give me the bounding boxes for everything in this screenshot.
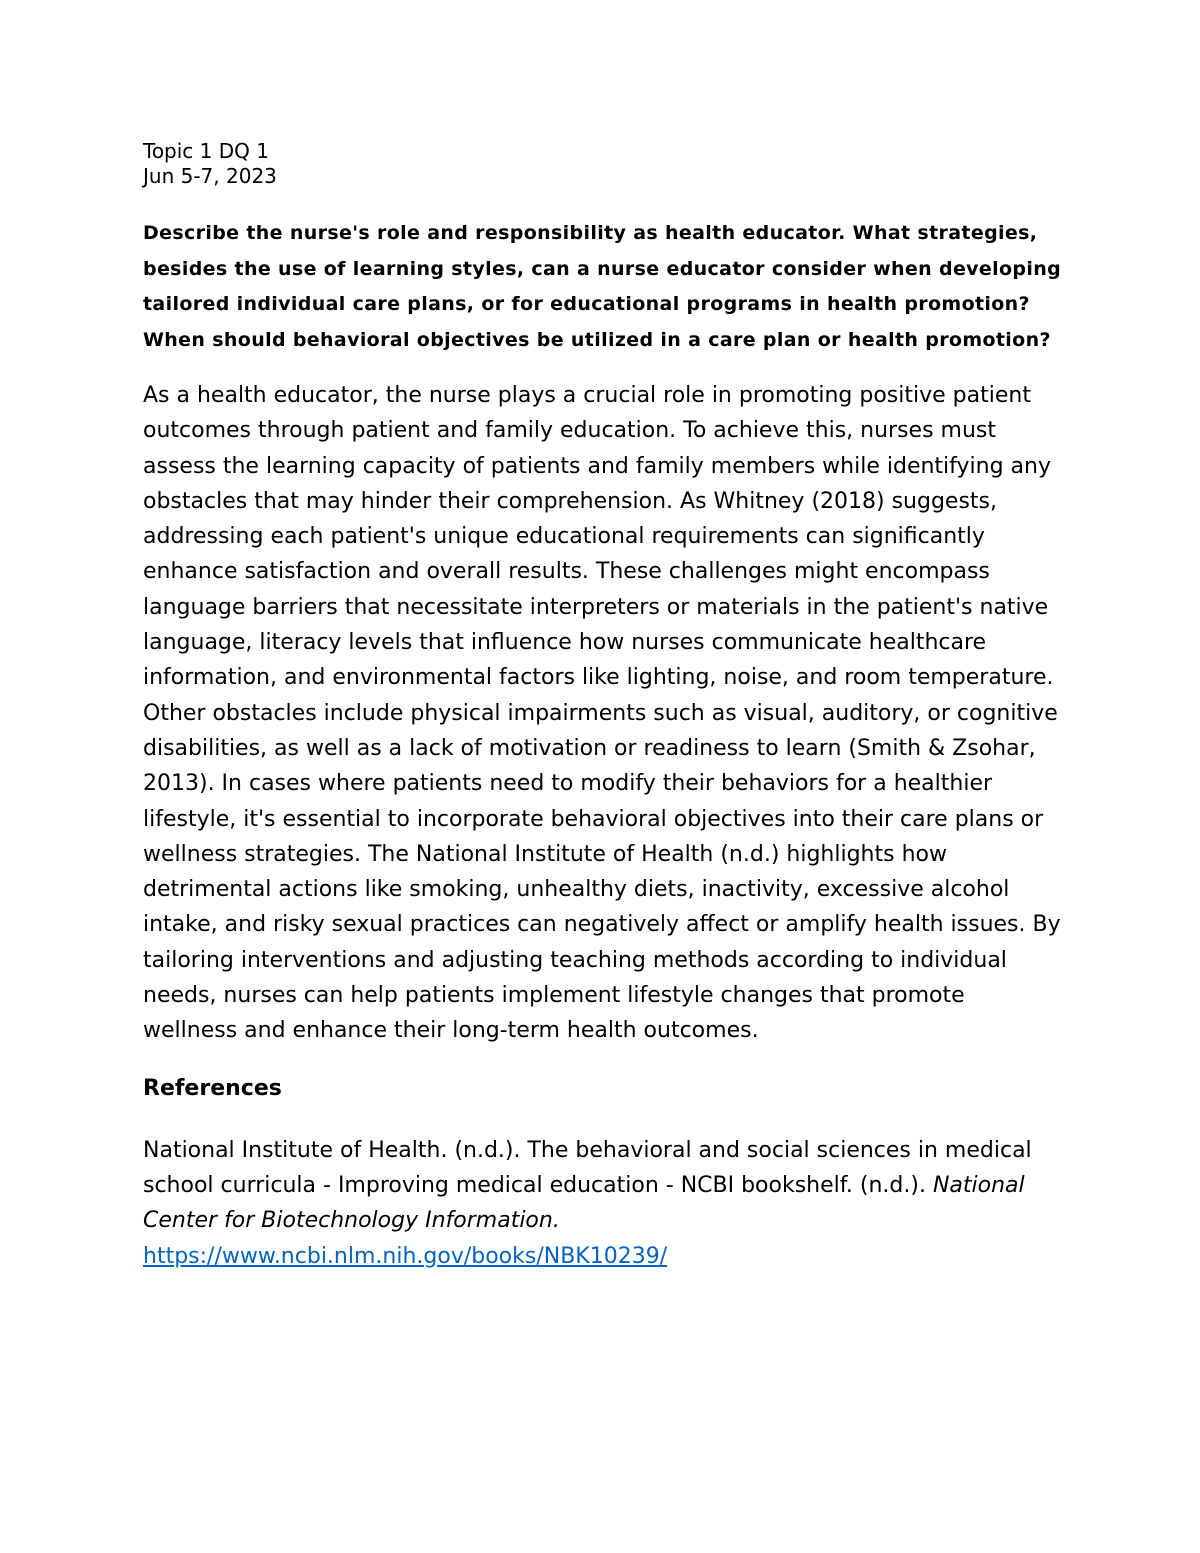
reference-entry: [143, 1133, 1063, 1274]
references-heading: References: [143, 1075, 282, 1101]
reference-text: National Institute of Health. (n.d.). The behavioral and social sciences in medical school curricula - Improving medical education - NCBI bookshelf. (n.d.).: [143, 1137, 1032, 1198]
discussion-answer: As a health educator, the nurse plays a crucial role in promoting positive patient outcomes through patient and family education. To achieve this, nurses must assess the learning capacity of patients and family members while identifying any obstacles that may hinder their comprehension. As Whitney (2018) suggests, addressing each patient's unique educational requirements can significantly enhance satisfaction and overall results. These challenges might encompass language barriers that necessitate interpreters or materials in the patient's native language, literacy levels that influence how nurses communicate healthcare information, and environmental factors like lighting, noise, and room temperature. Other obstacles include physical impairments such as visual, auditory, or cognitive disabilities, as well as a lack of motivation or readiness to learn (Smith & Zsohar, 2013). In cases where patients need to modify their behaviors for a healthier lifestyle, it's essential to incorporate behavioral objectives into their care plans or wellness strategies. The National Institute of Health (n.d.) highlights how detrimental actions like smoking, unhealthy diets, inactivity, excessive alcohol intake, and risky sexual practices can negatively affect or amplify health issues. By tailoring interventions and adjusting teaching methods according to individual needs, nurses can help patients implement lifestyle changes that promote wellness and enhance their long-term health outcomes.: [143, 383, 1061, 1044]
document-date: Jun 5-7, 2023: [143, 164, 277, 188]
discussion-prompt: Describe the nurse's role and responsibility as health educator. What strategies, besides the use of learning styles, can a nurse educator consider when developing tailored individual care plans, or for educational programs in health promotion? When should behavioral objectives be utilized in a care plan or health promotion?: [143, 222, 1062, 351]
document-page: [143, 138, 1063, 1274]
reference-link[interactable]: https://www.ncbi.nlm.nih.gov/books/NBK10239/: [143, 1243, 668, 1269]
document-title: Topic 1 DQ 1: [143, 139, 269, 163]
reference-source: National Center for Biotechnology Information.: [143, 1172, 1025, 1234]
